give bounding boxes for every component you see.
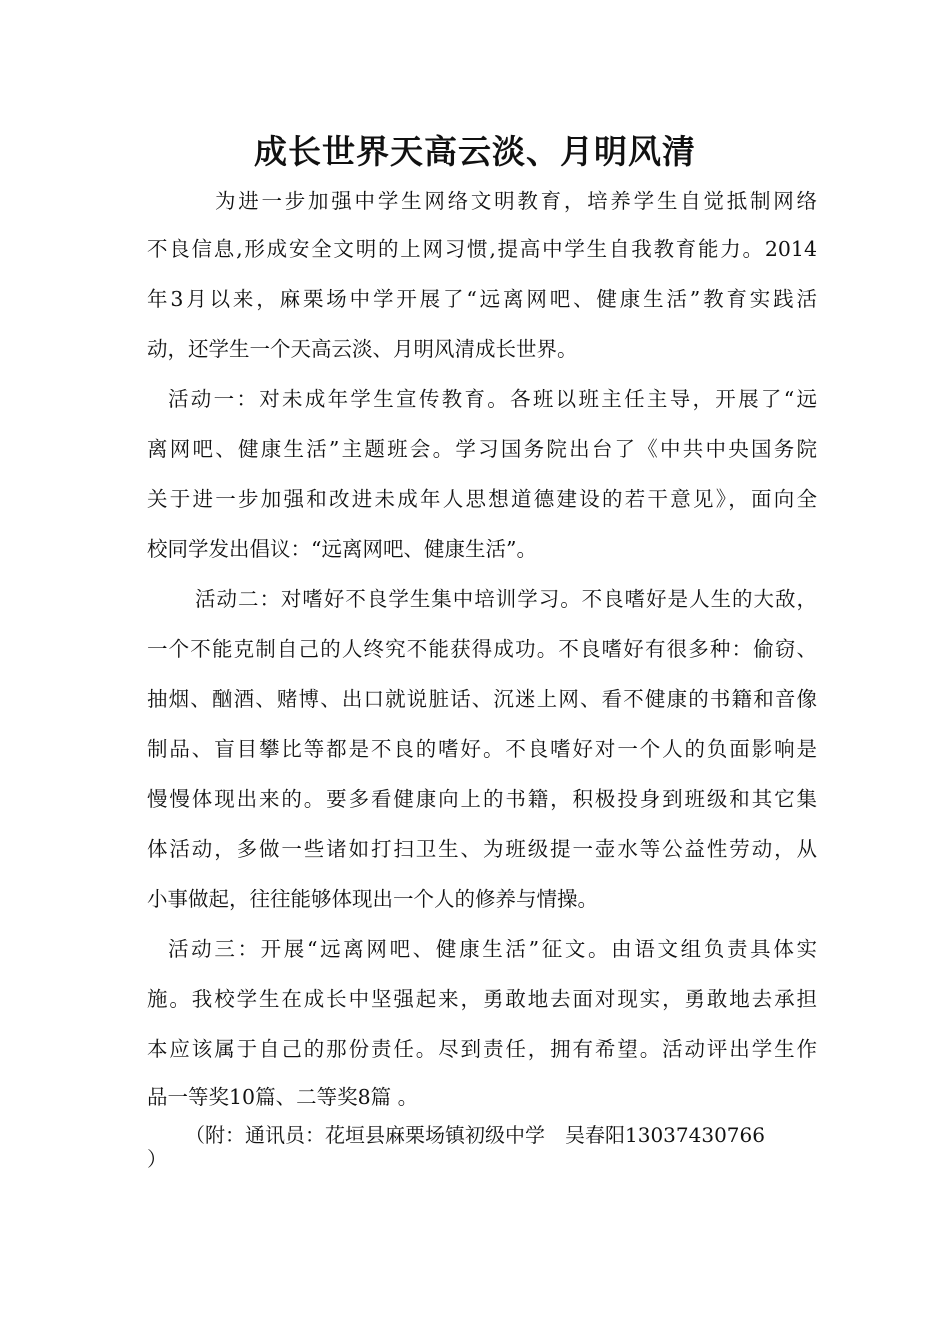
intro-line-2: 不良信息,形成安全文明的上网习惯,提高中学生自我教育能力。2014	[147, 237, 817, 261]
activity1-line-2: 离网吧、健康生活”主题班会。学习国务院出台了《中共中央国务院	[147, 437, 817, 461]
activity3-line-4: 品一等奖10篇、二等奖8篇 。	[147, 1085, 419, 1109]
activity3-line-1: 活动三：开展“远离网吧、健康生活”征文。由语文组负责具体实	[168, 937, 817, 961]
activity1-line-4: 校同学发出倡议：“远离网吧、健康生活”。	[147, 537, 537, 561]
activity2-line-7: 小事做起，往往能够体现出一个人的修养与情操。	[147, 887, 598, 911]
activity2-line-4: 制品、盲目攀比等都是不良的嗜好。不良嗜好对一个人的负面影响是	[147, 737, 817, 761]
activity2-line-3: 抽烟、酗酒、赌博、出口就说脏话、沉迷上网、看不健康的书籍和音像	[147, 687, 817, 711]
correspondent-note-line-1: （附：通讯员：花垣县麻栗场镇初级中学 吴春阳13037430766	[185, 1123, 765, 1147]
intro-line-3: 年3月以来，麻栗场中学开展了“远离网吧、健康生活”教育实践活	[147, 287, 817, 311]
correspondent-note-line-2: ）	[147, 1147, 167, 1171]
activity2-line-5: 慢慢体现出来的。要多看健康向上的书籍，积极投身到班级和其它集	[147, 787, 817, 811]
activity1-line-3: 关于进一步加强和改进未成年人思想道德建设的若干意见》，面向全	[147, 487, 817, 511]
activity2-line-2: 一个不能克制自己的人终究不能获得成功。不良嗜好有很多种：偷窃、	[147, 637, 817, 661]
document-title: 成长世界天高云淡、月明风清	[254, 132, 696, 171]
activity2-line-1: 活动二：对嗜好不良学生集中培训学习。不良嗜好是人生的大敌，	[195, 587, 817, 611]
activity3-line-2: 施。我校学生在成长中坚强起来，勇敢地去面对现实，勇敢地去承担	[147, 987, 817, 1011]
activity2-line-6: 体活动，多做一些诸如打扫卫生、为班级提一壶水等公益性劳动，从	[147, 837, 817, 861]
activity3-line-3: 本应该属于自己的那份责任。尽到责任，拥有希望。活动评出学生作	[147, 1037, 817, 1061]
intro-line-4: 动，还学生一个天高云淡、月明风清成长世界。	[147, 337, 578, 361]
intro-line-1: 为进一步加强中学生网络文明教育，培养学生自觉抵制网络	[215, 189, 817, 213]
activity1-line-1: 活动一：对未成年学生宣传教育。各班以班主任主导，开展了“远	[168, 387, 817, 411]
